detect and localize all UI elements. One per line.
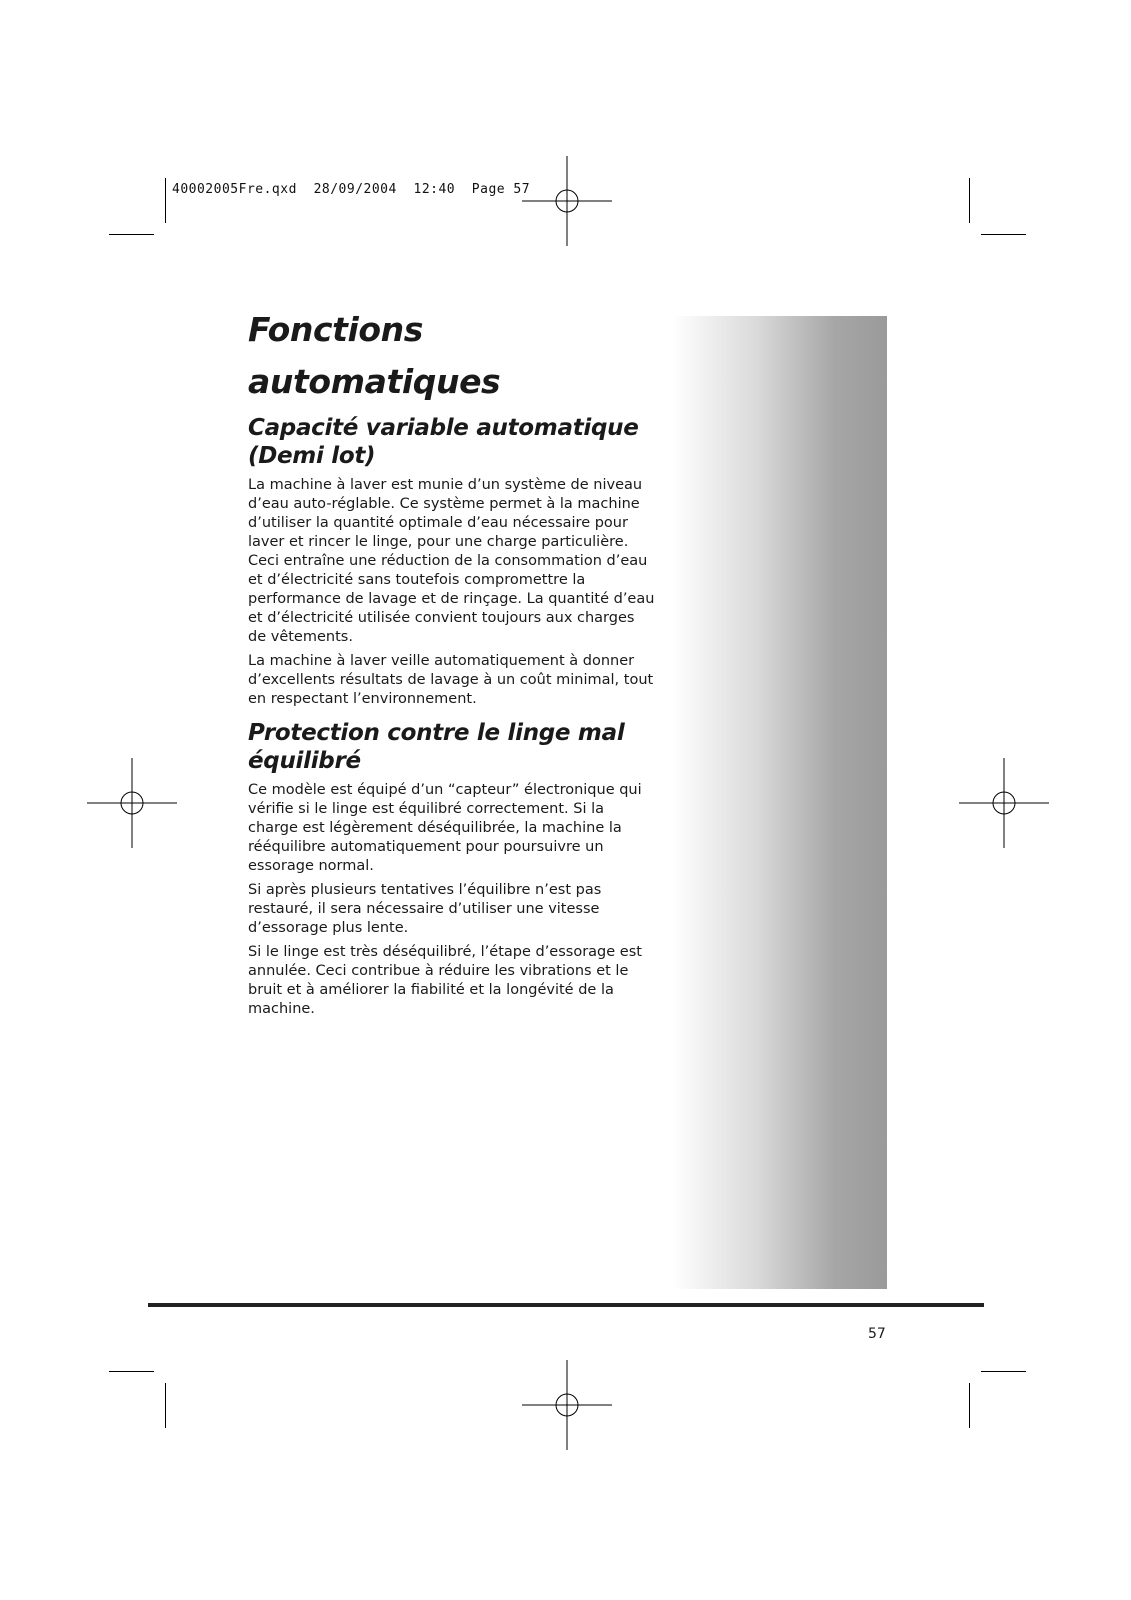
paragraph: Si le linge est très déséquilibré, l’étape d’essorage est annulée. Ceci contribue à réduire les vibrations et le bruit et à améliorer la fiabilité et la longévité de la machine. — [248, 944, 642, 1017]
section-heading: Capacité variable automatique (Demi lot) — [248, 415, 639, 469]
paragraph: Ce modèle est équipé d’un “capteur” électronique qui vérifie si le linge est équilibré correctement. Si la charge est légèrement déséquilibrée, la machine la rééquilibre automatiquement pour poursuivre un essorage normal. — [248, 782, 642, 874]
registration-mark-left-icon — [87, 758, 177, 848]
print-slug — [172, 182, 530, 197]
slug-date: 28/09/2004 — [313, 182, 397, 197]
paragraph: La machine à laver est munie d’un système de niveau d’eau auto-réglable. Ce système permet à la machine d’utiliser la quantité optimale d’eau nécessaire pour laver et rincer le linge, pour une charge particulière. Ceci entraîne une réduction de la consommation d’eau et d’électricité sans toutefois compromettre la performance de lavage et de rinçage. La quantité d’eau et d’électricité utilisée convient toujours aux charges de vêtements. — [248, 477, 655, 645]
crop-mark-bottom-left-horizontal — [109, 1371, 154, 1372]
crop-mark-top-left-vertical — [165, 178, 166, 223]
slug-file: 40002005Fre.qxd — [172, 182, 297, 197]
footer-rule — [148, 1303, 984, 1307]
page-title: Fonctions automatiques — [248, 310, 501, 401]
crop-mark-bottom-right-horizontal — [981, 1371, 1026, 1372]
slug-time: 12:40 — [413, 182, 456, 197]
section-linge-mal-equilibre — [248, 719, 656, 1019]
crop-mark-bottom-right-vertical — [969, 1383, 970, 1428]
page-number: 57 — [868, 1326, 886, 1342]
gradient-side-panel — [672, 316, 887, 1289]
crop-mark-top-right-horizontal — [981, 234, 1026, 235]
registration-mark-bottom-icon — [522, 1360, 612, 1450]
slug-page: Page 57 — [471, 182, 531, 197]
crop-mark-bottom-left-vertical — [165, 1383, 166, 1428]
crop-mark-top-right-vertical — [969, 178, 970, 223]
crop-mark-top-left-horizontal — [109, 234, 154, 235]
registration-mark-right-icon — [959, 758, 1049, 848]
main-content — [248, 304, 656, 1029]
paragraph: La machine à laver veille automatiquement à donner d’excellents résultats de lavage à un coût minimal, tout en respectant l’environnement. — [248, 653, 654, 707]
section-demi-lot — [248, 414, 656, 709]
registration-mark-top-icon — [522, 156, 612, 246]
paragraph: Si après plusieurs tentatives l’équilibre n’est pas restauré, il sera nécessaire d’utiliser une vitesse d’essorage plus lente. — [248, 882, 602, 936]
section-heading: Protection contre le linge mal équilibré — [248, 720, 625, 774]
